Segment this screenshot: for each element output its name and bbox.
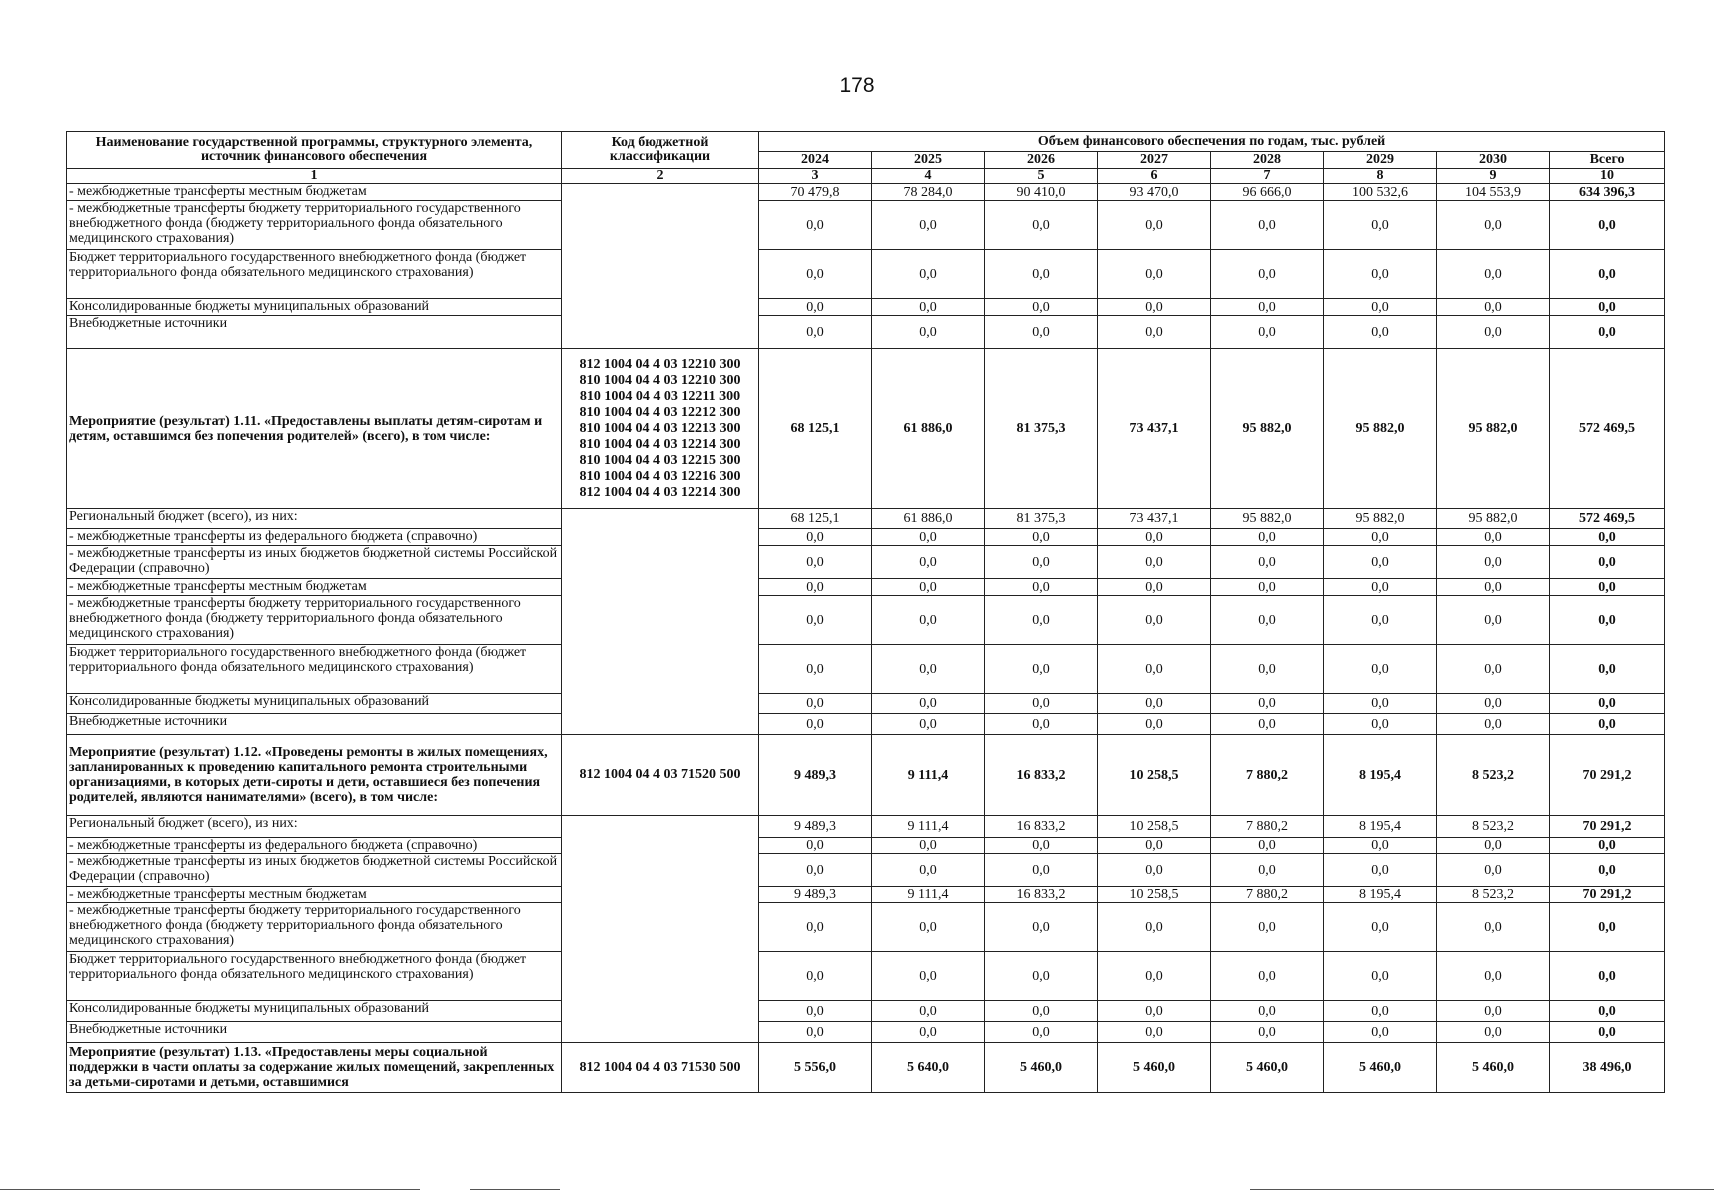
year-value: 9 111,4 [872, 735, 985, 816]
table-row [67, 1043, 1665, 1093]
table-row [67, 299, 1665, 316]
year-value: 10 258,5 [1098, 816, 1211, 838]
year-value: 0,0 [1324, 1022, 1437, 1043]
total-value: 0,0 [1550, 201, 1665, 250]
year-value: 0,0 [985, 579, 1098, 596]
year-value: 0,0 [872, 596, 985, 645]
row-name: - межбюджетные трансферты бюджету территориального государственного внебюджетного фонда (бюджету территориального фонда обязательного медицинского страхования) [67, 596, 562, 645]
year-value: 8 523,2 [1437, 887, 1550, 903]
year-value: 0,0 [1211, 903, 1324, 952]
year-value: 9 489,3 [759, 887, 872, 903]
table-row [67, 903, 1665, 952]
year-value: 0,0 [985, 316, 1098, 349]
year-value: 0,0 [1437, 1022, 1550, 1043]
footer-rule [470, 1189, 560, 1190]
year-value: 93 470,0 [1098, 184, 1211, 201]
table-row [67, 509, 1665, 529]
column-number: 7 [1211, 169, 1324, 184]
year-value: 0,0 [872, 201, 985, 250]
year-value: 95 882,0 [1437, 509, 1550, 529]
row-name: - межбюджетные трансферты местным бюджетам [67, 887, 562, 903]
table-row [67, 1022, 1665, 1043]
table-row [67, 714, 1665, 735]
row-name: Региональный бюджет (всего), из них: [67, 816, 562, 838]
row-name: Внебюджетные источники [67, 316, 562, 349]
year-value: 0,0 [872, 854, 985, 887]
total-value: 0,0 [1550, 250, 1665, 299]
row-name: Мероприятие (результат) 1.13. «Предоставлены меры социальной поддержки в части оплаты за содержание жилых помещений, закрепленных за детьми-сиротами и детьми, оставшимися [67, 1043, 562, 1093]
total-value: 0,0 [1550, 1022, 1665, 1043]
total-value: 0,0 [1550, 316, 1665, 349]
year-value: 0,0 [872, 952, 985, 1001]
year-value: 0,0 [1437, 596, 1550, 645]
year-value: 0,0 [759, 1022, 872, 1043]
year-value: 0,0 [1098, 596, 1211, 645]
header-name: Наименование государственной программы, структурного элемента, источник финансового обеспечения [67, 132, 562, 169]
year-value: 0,0 [759, 1001, 872, 1022]
year-value: 0,0 [872, 579, 985, 596]
row-name: Консолидированные бюджеты муниципальных образований [67, 1001, 562, 1022]
row-name: Мероприятие (результат) 1.11. «Предоставлены выплаты детям-сиротам и детям, оставшимся без попечения родителей» (всего), в том числе: [67, 349, 562, 509]
year-value: 0,0 [1098, 903, 1211, 952]
total-value: 0,0 [1550, 529, 1665, 546]
year-value: 0,0 [872, 299, 985, 316]
year-value: 0,0 [1098, 694, 1211, 714]
year-value: 0,0 [1211, 854, 1324, 887]
total-value: 0,0 [1550, 299, 1665, 316]
year-value: 0,0 [1437, 529, 1550, 546]
year-value: 8 523,2 [1437, 816, 1550, 838]
year-value: 0,0 [1324, 1001, 1437, 1022]
year-value: 0,0 [1211, 694, 1324, 714]
year-value: 5 556,0 [759, 1043, 872, 1093]
year-value: 0,0 [872, 714, 985, 735]
year-value: 0,0 [759, 903, 872, 952]
year-value: 0,0 [872, 529, 985, 546]
year-value: 0,0 [1324, 645, 1437, 694]
year-value: 0,0 [1437, 1001, 1550, 1022]
year-value: 0,0 [1098, 838, 1211, 854]
year-value: 0,0 [1098, 952, 1211, 1001]
year-value: 0,0 [759, 316, 872, 349]
year-value: 0,0 [985, 546, 1098, 579]
column-number: 9 [1437, 169, 1550, 184]
year-value: 0,0 [1437, 952, 1550, 1001]
year-value: 0,0 [1324, 201, 1437, 250]
year-value: 7 880,2 [1211, 816, 1324, 838]
year-value: 0,0 [872, 645, 985, 694]
year-value: 0,0 [1437, 694, 1550, 714]
year-value: 0,0 [759, 299, 872, 316]
table-row [67, 694, 1665, 714]
budget-code: 812 1004 04 4 03 71530 500 [562, 1043, 759, 1093]
year-value: 0,0 [759, 694, 872, 714]
table-row [67, 184, 1665, 201]
total-value: 70 291,2 [1550, 735, 1665, 816]
year-value: 0,0 [1324, 529, 1437, 546]
total-value: 0,0 [1550, 838, 1665, 854]
row-name: - межбюджетные трансферты из федерального бюджета (справочно) [67, 529, 562, 546]
year-value: 0,0 [1098, 714, 1211, 735]
row-name: - межбюджетные трансферты бюджету территориального государственного внебюджетного фонда (бюджету территориального фонда обязательного медицинского страхования) [67, 903, 562, 952]
year-value: 0,0 [1098, 250, 1211, 299]
row-name: Внебюджетные источники [67, 714, 562, 735]
year-value: 0,0 [1437, 903, 1550, 952]
header-year: 2030 [1437, 152, 1550, 169]
header-year: 2026 [985, 152, 1098, 169]
year-value: 0,0 [1437, 546, 1550, 579]
year-value: 73 437,1 [1098, 509, 1211, 529]
year-value: 0,0 [1211, 645, 1324, 694]
year-value: 5 460,0 [1098, 1043, 1211, 1093]
row-name: - межбюджетные трансферты из иных бюджетов бюджетной системы Российской Федерации (справочно) [67, 854, 562, 887]
year-value: 0,0 [759, 250, 872, 299]
row-name: Мероприятие (результат) 1.12. «Проведены ремонты в жилых помещениях, запланированных к проведению капитального ремонта строительными организациями, в которых дети-сироты и дети, оставшиеся без попечения родителей, являются нанимателями» (всего), в том числе: [67, 735, 562, 816]
year-value: 0,0 [1211, 1022, 1324, 1043]
year-value: 0,0 [1324, 250, 1437, 299]
year-value: 9 111,4 [872, 816, 985, 838]
budget-code: 812 1004 04 4 03 71520 500 [562, 735, 759, 816]
year-value: 0,0 [985, 250, 1098, 299]
year-value: 16 833,2 [985, 735, 1098, 816]
year-value: 0,0 [1324, 714, 1437, 735]
total-value: 572 469,5 [1550, 349, 1665, 509]
year-value: 81 375,3 [985, 509, 1098, 529]
year-value: 0,0 [985, 838, 1098, 854]
year-value: 16 833,2 [985, 887, 1098, 903]
total-value: 0,0 [1550, 952, 1665, 1001]
year-value: 61 886,0 [872, 349, 985, 509]
year-value: 95 882,0 [1324, 349, 1437, 509]
year-value: 5 460,0 [1324, 1043, 1437, 1093]
year-value: 0,0 [1211, 250, 1324, 299]
table-row [67, 645, 1665, 694]
year-value: 0,0 [1211, 201, 1324, 250]
year-value: 95 882,0 [1211, 509, 1324, 529]
column-number: 4 [872, 169, 985, 184]
table-row [67, 546, 1665, 579]
year-value: 0,0 [985, 952, 1098, 1001]
table-row [67, 735, 1665, 816]
year-value: 0,0 [1211, 316, 1324, 349]
year-value: 0,0 [872, 694, 985, 714]
budget-code-empty [562, 184, 759, 349]
year-value: 95 882,0 [1211, 349, 1324, 509]
year-value: 9 489,3 [759, 735, 872, 816]
row-name: Бюджет территориального государственного внебюджетного фонда (бюджет территориального фонда обязательного медицинского страхования) [67, 952, 562, 1001]
year-value: 0,0 [1437, 250, 1550, 299]
year-value: 0,0 [1324, 546, 1437, 579]
year-value: 0,0 [1437, 299, 1550, 316]
year-value: 0,0 [1098, 529, 1211, 546]
year-value: 8 195,4 [1324, 887, 1437, 903]
budget-code-empty [562, 509, 759, 735]
column-number: 3 [759, 169, 872, 184]
column-number: 5 [985, 169, 1098, 184]
year-value: 0,0 [985, 903, 1098, 952]
year-value: 0,0 [872, 1001, 985, 1022]
year-value: 70 479,8 [759, 184, 872, 201]
year-value: 8 195,4 [1324, 816, 1437, 838]
year-value: 0,0 [1437, 854, 1550, 887]
year-value: 0,0 [1437, 645, 1550, 694]
year-value: 0,0 [1437, 838, 1550, 854]
year-value: 0,0 [1211, 299, 1324, 316]
year-value: 7 880,2 [1211, 887, 1324, 903]
year-value: 0,0 [1098, 1022, 1211, 1043]
year-value: 0,0 [1437, 714, 1550, 735]
header-volume: Объем финансового обеспечения по годам, тыс. рублей [759, 132, 1665, 152]
year-value: 0,0 [872, 903, 985, 952]
year-value: 0,0 [1211, 838, 1324, 854]
header-code: Код бюджетной классификации [562, 132, 759, 169]
table-row [67, 201, 1665, 250]
total-value: 0,0 [1550, 579, 1665, 596]
year-value: 95 882,0 [1437, 349, 1550, 509]
column-number: 10 [1550, 169, 1665, 184]
table-row [67, 854, 1665, 887]
row-name: Консолидированные бюджеты муниципальных образований [67, 299, 562, 316]
row-name: - межбюджетные трансферты бюджету территориального государственного внебюджетного фонда (бюджету территориального фонда обязательного медицинского страхования) [67, 201, 562, 250]
year-value: 68 125,1 [759, 349, 872, 509]
year-value: 0,0 [759, 529, 872, 546]
year-value: 0,0 [1098, 546, 1211, 579]
year-value: 0,0 [1211, 596, 1324, 645]
year-value: 0,0 [1211, 714, 1324, 735]
total-value: 70 291,2 [1550, 816, 1665, 838]
year-value: 8 523,2 [1437, 735, 1550, 816]
year-value: 0,0 [985, 529, 1098, 546]
budget-code: 812 1004 04 4 03 12210 300 810 1004 04 4 03 12210 300 810 1004 04 4 03 12211 300 810 1004 04 4 03 12212 300 810 1004 04 4 03 12213 300 810 1004 04 4 03 12214 300 810 1004 04 4 03 12215 300 810 1004 04 4 03 12216 300 812 1004 04 4 03 12214 300 [562, 349, 759, 509]
total-value: 0,0 [1550, 645, 1665, 694]
row-name: - межбюджетные трансферты из федерального бюджета (справочно) [67, 838, 562, 854]
total-value: 70 291,2 [1550, 887, 1665, 903]
table-row [67, 579, 1665, 596]
year-value: 10 258,5 [1098, 735, 1211, 816]
column-number: 1 [67, 169, 562, 184]
table-row [67, 596, 1665, 645]
year-value: 0,0 [1324, 579, 1437, 596]
year-value: 0,0 [759, 201, 872, 250]
year-value: 96 666,0 [1211, 184, 1324, 201]
row-name: - межбюджетные трансферты из иных бюджетов бюджетной системы Российской Федерации (справочно) [67, 546, 562, 579]
header-year: 2028 [1211, 152, 1324, 169]
year-value: 0,0 [872, 1022, 985, 1043]
year-value: 5 460,0 [1211, 1043, 1324, 1093]
year-value: 0,0 [872, 316, 985, 349]
row-name: Бюджет территориального государственного внебюджетного фонда (бюджет территориального фонда обязательного медицинского страхования) [67, 250, 562, 299]
year-value: 104 553,9 [1437, 184, 1550, 201]
year-value: 9 489,3 [759, 816, 872, 838]
year-value: 0,0 [759, 546, 872, 579]
year-value: 0,0 [985, 1001, 1098, 1022]
year-value: 0,0 [985, 596, 1098, 645]
table-row [67, 250, 1665, 299]
header-total: Всего [1550, 152, 1665, 169]
year-value: 0,0 [1437, 201, 1550, 250]
year-value: 0,0 [872, 250, 985, 299]
year-value: 0,0 [1211, 952, 1324, 1001]
table-row [67, 816, 1665, 838]
row-name: - межбюджетные трансферты местным бюджетам [67, 579, 562, 596]
row-name: Внебюджетные источники [67, 1022, 562, 1043]
year-value: 0,0 [1098, 316, 1211, 349]
year-value: 0,0 [759, 854, 872, 887]
total-value: 634 396,3 [1550, 184, 1665, 201]
year-value: 0,0 [1324, 596, 1437, 645]
year-value: 0,0 [872, 546, 985, 579]
year-value: 0,0 [985, 299, 1098, 316]
total-value: 0,0 [1550, 1001, 1665, 1022]
row-name: Бюджет территориального государственного внебюджетного фонда (бюджет территориального фонда обязательного медицинского страхования) [67, 645, 562, 694]
total-value: 0,0 [1550, 903, 1665, 952]
table-row [67, 887, 1665, 903]
year-value: 0,0 [1098, 1001, 1211, 1022]
year-value: 68 125,1 [759, 509, 872, 529]
year-value: 0,0 [1211, 579, 1324, 596]
year-value: 100 532,6 [1324, 184, 1437, 201]
year-value: 8 195,4 [1324, 735, 1437, 816]
year-value: 0,0 [1098, 645, 1211, 694]
year-value: 9 111,4 [872, 887, 985, 903]
table-row [67, 349, 1665, 509]
year-value: 7 880,2 [1211, 735, 1324, 816]
column-number: 6 [1098, 169, 1211, 184]
financing-table [66, 131, 1665, 1093]
year-value: 0,0 [1324, 854, 1437, 887]
column-number: 2 [562, 169, 759, 184]
year-value: 0,0 [1324, 952, 1437, 1001]
total-value: 38 496,0 [1550, 1043, 1665, 1093]
year-value: 0,0 [1211, 529, 1324, 546]
year-value: 0,0 [985, 201, 1098, 250]
year-value: 0,0 [1211, 1001, 1324, 1022]
table-row [67, 1001, 1665, 1022]
total-value: 0,0 [1550, 714, 1665, 735]
year-value: 0,0 [872, 838, 985, 854]
table-row [67, 952, 1665, 1001]
year-value: 5 640,0 [872, 1043, 985, 1093]
year-value: 0,0 [1211, 546, 1324, 579]
header-year: 2025 [872, 152, 985, 169]
year-value: 0,0 [1324, 316, 1437, 349]
year-value: 0,0 [985, 694, 1098, 714]
year-value: 0,0 [1437, 316, 1550, 349]
total-value: 572 469,5 [1550, 509, 1665, 529]
total-value: 0,0 [1550, 596, 1665, 645]
year-value: 0,0 [985, 854, 1098, 887]
row-name: - межбюджетные трансферты местным бюджетам [67, 184, 562, 201]
year-value: 0,0 [759, 596, 872, 645]
column-number: 8 [1324, 169, 1437, 184]
year-value: 0,0 [1324, 903, 1437, 952]
year-value: 95 882,0 [1324, 509, 1437, 529]
year-value: 81 375,3 [985, 349, 1098, 509]
header-year: 2027 [1098, 152, 1211, 169]
year-value: 0,0 [1098, 579, 1211, 596]
year-value: 73 437,1 [1098, 349, 1211, 509]
year-value: 0,0 [1437, 579, 1550, 596]
year-value: 0,0 [759, 714, 872, 735]
year-value: 0,0 [1098, 854, 1211, 887]
total-value: 0,0 [1550, 854, 1665, 887]
year-value: 10 258,5 [1098, 887, 1211, 903]
year-value: 0,0 [759, 952, 872, 1001]
year-value: 61 886,0 [872, 509, 985, 529]
year-value: 0,0 [1098, 299, 1211, 316]
row-name: Региональный бюджет (всего), из них: [67, 509, 562, 529]
year-value: 5 460,0 [1437, 1043, 1550, 1093]
year-value: 90 410,0 [985, 184, 1098, 201]
year-value: 0,0 [1098, 201, 1211, 250]
header-year: 2024 [759, 152, 872, 169]
year-value: 5 460,0 [985, 1043, 1098, 1093]
year-value: 78 284,0 [872, 184, 985, 201]
table-row [67, 529, 1665, 546]
total-value: 0,0 [1550, 546, 1665, 579]
table-row [67, 316, 1665, 349]
page-number: 178 [839, 74, 875, 97]
year-value: 0,0 [759, 838, 872, 854]
year-value: 0,0 [759, 645, 872, 694]
table-row [67, 838, 1665, 854]
row-name: Консолидированные бюджеты муниципальных образований [67, 694, 562, 714]
year-value: 0,0 [759, 579, 872, 596]
year-value: 0,0 [1324, 694, 1437, 714]
year-value: 0,0 [985, 1022, 1098, 1043]
header-year: 2029 [1324, 152, 1437, 169]
year-value: 0,0 [1324, 838, 1437, 854]
year-value: 0,0 [985, 714, 1098, 735]
total-value: 0,0 [1550, 694, 1665, 714]
footer-rule [1250, 1189, 1714, 1190]
year-value: 0,0 [985, 645, 1098, 694]
year-value: 0,0 [1324, 299, 1437, 316]
footer-rule [0, 1189, 420, 1190]
budget-code-empty [562, 816, 759, 1043]
year-value: 16 833,2 [985, 816, 1098, 838]
